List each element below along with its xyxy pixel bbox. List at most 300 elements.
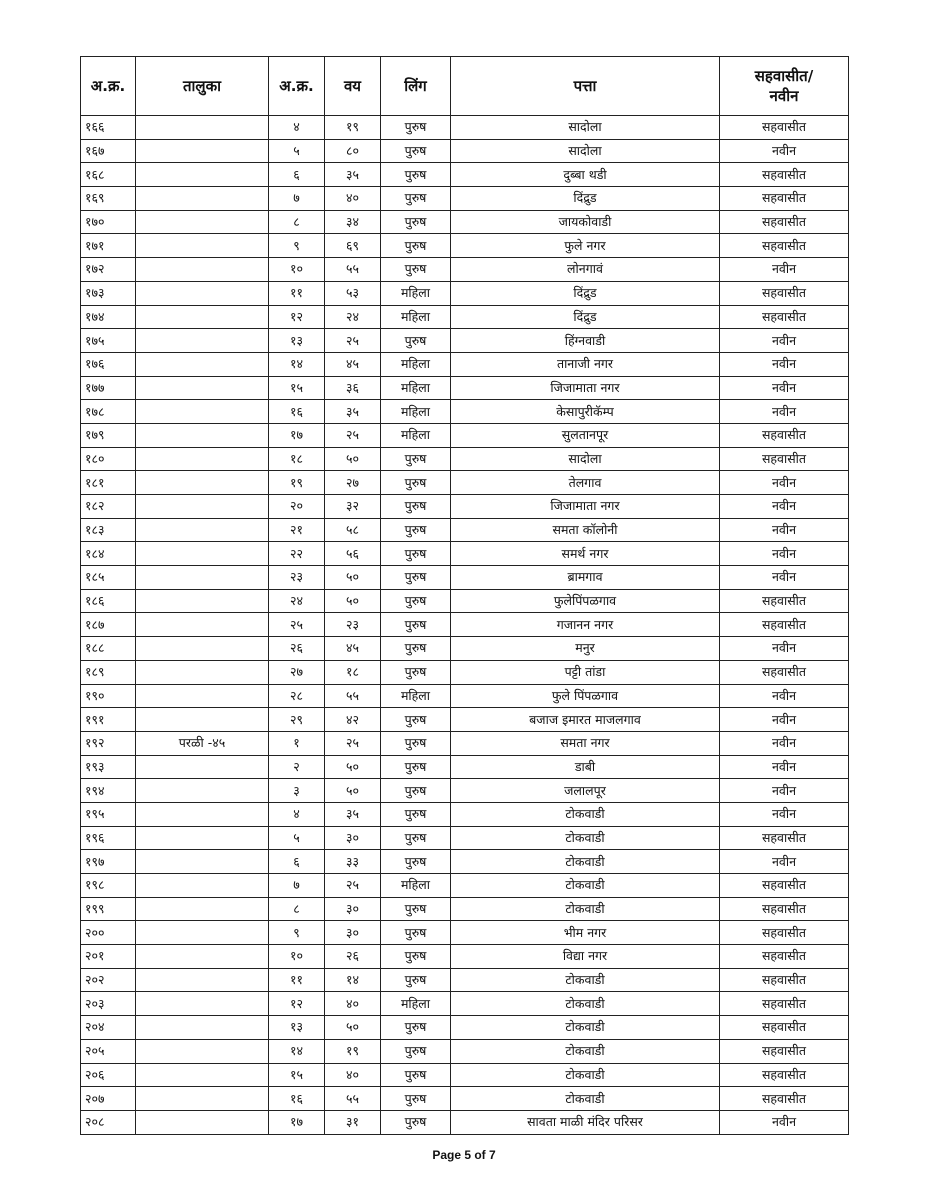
row-address: टोकवाडी <box>451 874 720 898</box>
row-address: समता नगर <box>451 731 720 755</box>
row-address: गजानन नगर <box>451 613 720 637</box>
row-sub-sr: ११ <box>269 968 325 992</box>
row-status: नवीन <box>720 329 849 353</box>
row-taluka <box>136 423 269 447</box>
row-age: ३५ <box>325 400 381 424</box>
row-taluka <box>136 779 269 803</box>
row-gender: महिला <box>381 684 451 708</box>
row-sr: १९७ <box>81 850 136 874</box>
row-age: २५ <box>325 874 381 898</box>
table-row <box>81 471 849 495</box>
row-sub-sr: १६ <box>269 400 325 424</box>
row-sub-sr: १२ <box>269 992 325 1016</box>
row-gender: पुरुष <box>381 542 451 566</box>
row-gender: पुरुष <box>381 116 451 140</box>
table-row <box>81 1016 849 1040</box>
row-sr: २०४ <box>81 1016 136 1040</box>
data-table <box>80 56 849 1135</box>
row-gender: पुरुष <box>381 968 451 992</box>
row-gender: पुरुष <box>381 1110 451 1134</box>
row-address: डाबी <box>451 755 720 779</box>
row-sub-sr: २५ <box>269 613 325 637</box>
table-row <box>81 258 849 282</box>
table-row <box>81 400 849 424</box>
row-age: ३५ <box>325 163 381 187</box>
table-row <box>81 897 849 921</box>
row-age: ३० <box>325 921 381 945</box>
row-sub-sr: ५ <box>269 826 325 850</box>
row-taluka <box>136 187 269 211</box>
row-taluka <box>136 660 269 684</box>
row-sr: २०१ <box>81 945 136 969</box>
row-age: ५५ <box>325 1087 381 1111</box>
row-status: सहवासीत <box>720 116 849 140</box>
row-sub-sr: १७ <box>269 423 325 447</box>
row-age: ३० <box>325 826 381 850</box>
row-taluka <box>136 258 269 282</box>
row-sub-sr: १७ <box>269 1110 325 1134</box>
row-gender: पुरुष <box>381 779 451 803</box>
table-row <box>81 992 849 1016</box>
table-row <box>81 1110 849 1134</box>
row-status: नवीन <box>720 684 849 708</box>
row-sub-sr: १३ <box>269 329 325 353</box>
row-status: नवीन <box>720 258 849 282</box>
row-age: ४० <box>325 187 381 211</box>
row-gender: पुरुष <box>381 826 451 850</box>
row-gender: पुरुष <box>381 708 451 732</box>
row-status: नवीन <box>720 779 849 803</box>
row-status: नवीन <box>720 352 849 376</box>
row-status: नवीन <box>720 637 849 661</box>
row-gender: पुरुष <box>381 471 451 495</box>
table-row <box>81 755 849 779</box>
row-address: विद्या नगर <box>451 945 720 969</box>
row-status: नवीन <box>720 400 849 424</box>
row-age: ५६ <box>325 542 381 566</box>
row-sr: १९४ <box>81 779 136 803</box>
row-address: टोकवाडी <box>451 1016 720 1040</box>
row-age: ३१ <box>325 1110 381 1134</box>
table-row <box>81 637 849 661</box>
row-sub-sr: ८ <box>269 210 325 234</box>
table-row <box>81 447 849 471</box>
row-gender: पुरुष <box>381 1016 451 1040</box>
row-address: टोकवाडी <box>451 826 720 850</box>
row-status: सहवासीत <box>720 305 849 329</box>
header-gender: लिंग <box>381 57 451 116</box>
row-sub-sr: २ <box>269 755 325 779</box>
row-sr: २०२ <box>81 968 136 992</box>
table-row <box>81 708 849 732</box>
row-gender: पुरुष <box>381 1087 451 1111</box>
table-row <box>81 589 849 613</box>
table-row <box>81 116 849 140</box>
row-address: सावता माळी मंदिर परिसर <box>451 1110 720 1134</box>
row-taluka <box>136 921 269 945</box>
row-age: ३२ <box>325 495 381 519</box>
table-row <box>81 802 849 826</box>
row-gender: पुरुष <box>381 139 451 163</box>
row-status: नवीन <box>720 755 849 779</box>
row-status: सहवासीत <box>720 921 849 945</box>
row-sr: १९१ <box>81 708 136 732</box>
row-status: सहवासीत <box>720 613 849 637</box>
row-address: टोकवाडी <box>451 802 720 826</box>
row-taluka <box>136 613 269 637</box>
row-sub-sr: १४ <box>269 1039 325 1063</box>
table-row <box>81 495 849 519</box>
row-address: फुलेपिंपळगाव <box>451 589 720 613</box>
row-age: ५५ <box>325 258 381 282</box>
row-gender: महिला <box>381 305 451 329</box>
row-taluka <box>136 163 269 187</box>
row-sub-sr: २० <box>269 495 325 519</box>
row-sr: १९६ <box>81 826 136 850</box>
row-address: जिजामाता नगर <box>451 495 720 519</box>
row-taluka <box>136 826 269 850</box>
row-age: १९ <box>325 116 381 140</box>
table-row <box>81 779 849 803</box>
table-row <box>81 163 849 187</box>
row-sub-sr: १५ <box>269 376 325 400</box>
row-status: सहवासीत <box>720 447 849 471</box>
row-address: सादोला <box>451 447 720 471</box>
row-sub-sr: ९ <box>269 921 325 945</box>
row-address: सादोला <box>451 116 720 140</box>
row-status: सहवासीत <box>720 589 849 613</box>
row-sub-sr: १५ <box>269 1063 325 1087</box>
row-gender: पुरुष <box>381 234 451 258</box>
row-taluka <box>136 945 269 969</box>
row-gender: पुरुष <box>381 1039 451 1063</box>
table-row <box>81 874 849 898</box>
row-sr: १७८ <box>81 400 136 424</box>
header-age: वय <box>325 57 381 116</box>
row-gender: पुरुष <box>381 921 451 945</box>
row-taluka <box>136 802 269 826</box>
row-address: पट्टी तांडा <box>451 660 720 684</box>
row-gender: पुरुष <box>381 802 451 826</box>
row-gender: महिला <box>381 992 451 1016</box>
row-sr: १९२ <box>81 731 136 755</box>
header-sub-sr: अ.क्र. <box>269 57 325 116</box>
row-sr: १७१ <box>81 234 136 258</box>
row-taluka <box>136 684 269 708</box>
table-row <box>81 1039 849 1063</box>
row-taluka <box>136 352 269 376</box>
row-age: ४० <box>325 992 381 1016</box>
row-gender: पुरुष <box>381 613 451 637</box>
row-sr: २०३ <box>81 992 136 1016</box>
row-address: बजाज इमारत माजलगाव <box>451 708 720 732</box>
row-status: नवीन <box>720 731 849 755</box>
row-taluka: परळी -४५ <box>136 731 269 755</box>
row-taluka <box>136 589 269 613</box>
row-taluka <box>136 139 269 163</box>
row-sub-sr: ९ <box>269 234 325 258</box>
table-row <box>81 376 849 400</box>
row-sub-sr: २८ <box>269 684 325 708</box>
row-status: नवीन <box>720 566 849 590</box>
row-age: २७ <box>325 471 381 495</box>
row-status: नवीन <box>720 471 849 495</box>
row-age: ३५ <box>325 802 381 826</box>
header-taluka: तालुका <box>136 57 269 116</box>
row-address: ब्रामगाव <box>451 566 720 590</box>
row-sub-sr: १० <box>269 258 325 282</box>
row-sr: १७७ <box>81 376 136 400</box>
row-sub-sr: ८ <box>269 897 325 921</box>
row-taluka <box>136 329 269 353</box>
table-row <box>81 518 849 542</box>
row-age: २५ <box>325 423 381 447</box>
row-sub-sr: १० <box>269 945 325 969</box>
row-gender: पुरुष <box>381 210 451 234</box>
row-taluka <box>136 1016 269 1040</box>
row-status: नवीन <box>720 518 849 542</box>
row-age: ५० <box>325 1016 381 1040</box>
row-sr: १६८ <box>81 163 136 187</box>
row-sub-sr: १३ <box>269 1016 325 1040</box>
row-taluka <box>136 755 269 779</box>
row-address: टोकवाडी <box>451 1039 720 1063</box>
table-row <box>81 210 849 234</box>
row-sr: १८९ <box>81 660 136 684</box>
row-taluka <box>136 637 269 661</box>
row-status: सहवासीत <box>720 423 849 447</box>
row-sr: १७९ <box>81 423 136 447</box>
row-address: जलालपूर <box>451 779 720 803</box>
table-row <box>81 566 849 590</box>
row-sr: १७४ <box>81 305 136 329</box>
row-sub-sr: १६ <box>269 1087 325 1111</box>
row-sub-sr: १ <box>269 731 325 755</box>
row-sr: १८५ <box>81 566 136 590</box>
row-sub-sr: १९ <box>269 471 325 495</box>
row-sr: १६७ <box>81 139 136 163</box>
row-age: १९ <box>325 1039 381 1063</box>
row-address: दुब्बा थडी <box>451 163 720 187</box>
row-age: २४ <box>325 305 381 329</box>
table-row <box>81 850 849 874</box>
row-status: सहवासीत <box>720 897 849 921</box>
row-status: सहवासीत <box>720 234 849 258</box>
row-status: सहवासीत <box>720 1087 849 1111</box>
row-status: सहवासीत <box>720 945 849 969</box>
row-address: टोकवाडी <box>451 992 720 1016</box>
row-address: मनुर <box>451 637 720 661</box>
row-taluka <box>136 305 269 329</box>
row-age: ५० <box>325 447 381 471</box>
row-age: ४५ <box>325 352 381 376</box>
header-status <box>720 57 849 116</box>
row-address: टोकवाडी <box>451 1087 720 1111</box>
row-sub-sr: २४ <box>269 589 325 613</box>
row-age: २६ <box>325 945 381 969</box>
row-sub-sr: २१ <box>269 518 325 542</box>
row-gender: महिला <box>381 400 451 424</box>
row-gender: महिला <box>381 874 451 898</box>
table-row <box>81 139 849 163</box>
row-sub-sr: ७ <box>269 874 325 898</box>
row-age: २५ <box>325 329 381 353</box>
row-sr: २०० <box>81 921 136 945</box>
row-address: फुले पिंपळगाव <box>451 684 720 708</box>
row-taluka <box>136 708 269 732</box>
row-status: सहवासीत <box>720 281 849 305</box>
row-sr: १८६ <box>81 589 136 613</box>
row-sub-sr: ६ <box>269 163 325 187</box>
row-status: नवीन <box>720 850 849 874</box>
row-taluka <box>136 447 269 471</box>
row-age: ४२ <box>325 708 381 732</box>
row-age: ५३ <box>325 281 381 305</box>
row-address: सादोला <box>451 139 720 163</box>
row-address: तानाजी नगर <box>451 352 720 376</box>
row-status: सहवासीत <box>720 826 849 850</box>
row-gender: पुरुष <box>381 1063 451 1087</box>
row-age: ८० <box>325 139 381 163</box>
row-sr: २०८ <box>81 1110 136 1134</box>
row-sub-sr: १८ <box>269 447 325 471</box>
row-address: दिंद्रुड <box>451 281 720 305</box>
row-sr: १९५ <box>81 802 136 826</box>
row-sub-sr: ४ <box>269 802 325 826</box>
row-sub-sr: ३ <box>269 779 325 803</box>
row-status: नवीन <box>720 376 849 400</box>
header-status-line2: नवीन <box>769 87 799 105</box>
row-age: १४ <box>325 968 381 992</box>
row-taluka <box>136 1110 269 1134</box>
row-status: नवीन <box>720 708 849 732</box>
row-age: ५० <box>325 779 381 803</box>
row-gender: पुरुष <box>381 945 451 969</box>
row-address: टोकवाडी <box>451 968 720 992</box>
row-gender: पुरुष <box>381 660 451 684</box>
row-gender: महिला <box>381 423 451 447</box>
row-address: टोकवाडी <box>451 1063 720 1087</box>
table-row <box>81 1087 849 1111</box>
row-status: सहवासीत <box>720 968 849 992</box>
header-status-line1: सहवासीत/ <box>754 67 814 85</box>
row-status: नवीन <box>720 495 849 519</box>
row-address: टोकवाडी <box>451 897 720 921</box>
header-sr: अ.क्र. <box>81 57 136 116</box>
row-address: समता कॉलोनी <box>451 518 720 542</box>
row-taluka <box>136 495 269 519</box>
row-address: हिंग्नवाडी <box>451 329 720 353</box>
row-age: २३ <box>325 613 381 637</box>
table-row <box>81 968 849 992</box>
row-gender: पुरुष <box>381 258 451 282</box>
row-age: ३० <box>325 897 381 921</box>
table-row <box>81 542 849 566</box>
row-gender: पुरुष <box>381 495 451 519</box>
row-age: ५५ <box>325 684 381 708</box>
row-taluka <box>136 400 269 424</box>
row-address: केसापुरीकॅम्प <box>451 400 720 424</box>
row-taluka <box>136 992 269 1016</box>
row-taluka <box>136 210 269 234</box>
table-row <box>81 660 849 684</box>
row-taluka <box>136 566 269 590</box>
row-gender: पुरुष <box>381 518 451 542</box>
row-age: ५० <box>325 589 381 613</box>
row-address: तेलगाव <box>451 471 720 495</box>
row-taluka <box>136 1087 269 1111</box>
row-gender: पुरुष <box>381 755 451 779</box>
row-sub-sr: ४ <box>269 116 325 140</box>
row-taluka <box>136 518 269 542</box>
table-header <box>81 57 849 116</box>
row-sr: १७३ <box>81 281 136 305</box>
table-row <box>81 921 849 945</box>
row-status: सहवासीत <box>720 1039 849 1063</box>
row-sr: १७० <box>81 210 136 234</box>
row-address: दिंद्रुड <box>451 187 720 211</box>
row-sr: १६६ <box>81 116 136 140</box>
row-taluka <box>136 281 269 305</box>
table-row <box>81 234 849 258</box>
row-address: भीम नगर <box>451 921 720 945</box>
row-sub-sr: ११ <box>269 281 325 305</box>
row-sr: १८० <box>81 447 136 471</box>
row-sub-sr: १४ <box>269 352 325 376</box>
row-sr: १९३ <box>81 755 136 779</box>
row-gender: महिला <box>381 376 451 400</box>
row-sr: १८३ <box>81 518 136 542</box>
row-sr: १७५ <box>81 329 136 353</box>
row-age: ४० <box>325 1063 381 1087</box>
row-age: ६९ <box>325 234 381 258</box>
row-status: सहवासीत <box>720 163 849 187</box>
table-row <box>81 352 849 376</box>
row-address: सुलतानपूर <box>451 423 720 447</box>
row-age: २५ <box>325 731 381 755</box>
row-sr: १८२ <box>81 495 136 519</box>
row-sub-sr: ७ <box>269 187 325 211</box>
row-gender: पुरुष <box>381 850 451 874</box>
row-sr: १८८ <box>81 637 136 661</box>
row-taluka <box>136 968 269 992</box>
row-address: जायकोवाडी <box>451 210 720 234</box>
row-address: फुले नगर <box>451 234 720 258</box>
row-address: जिजामाता नगर <box>451 376 720 400</box>
row-gender: पुरुष <box>381 897 451 921</box>
row-age: ३३ <box>325 850 381 874</box>
row-address: समर्थ नगर <box>451 542 720 566</box>
row-sub-sr: २२ <box>269 542 325 566</box>
row-status: नवीन <box>720 542 849 566</box>
row-sr: १६९ <box>81 187 136 211</box>
row-gender: पुरुष <box>381 329 451 353</box>
table-row <box>81 281 849 305</box>
row-gender: पुरुष <box>381 589 451 613</box>
row-gender: पुरुष <box>381 566 451 590</box>
row-taluka <box>136 850 269 874</box>
row-sub-sr: २३ <box>269 566 325 590</box>
row-sub-sr: ६ <box>269 850 325 874</box>
row-status: सहवासीत <box>720 660 849 684</box>
row-sr: २०७ <box>81 1087 136 1111</box>
row-age: १८ <box>325 660 381 684</box>
row-age: ५० <box>325 566 381 590</box>
row-sr: १९९ <box>81 897 136 921</box>
row-taluka <box>136 376 269 400</box>
row-gender: पुरुष <box>381 187 451 211</box>
row-status: सहवासीत <box>720 1016 849 1040</box>
